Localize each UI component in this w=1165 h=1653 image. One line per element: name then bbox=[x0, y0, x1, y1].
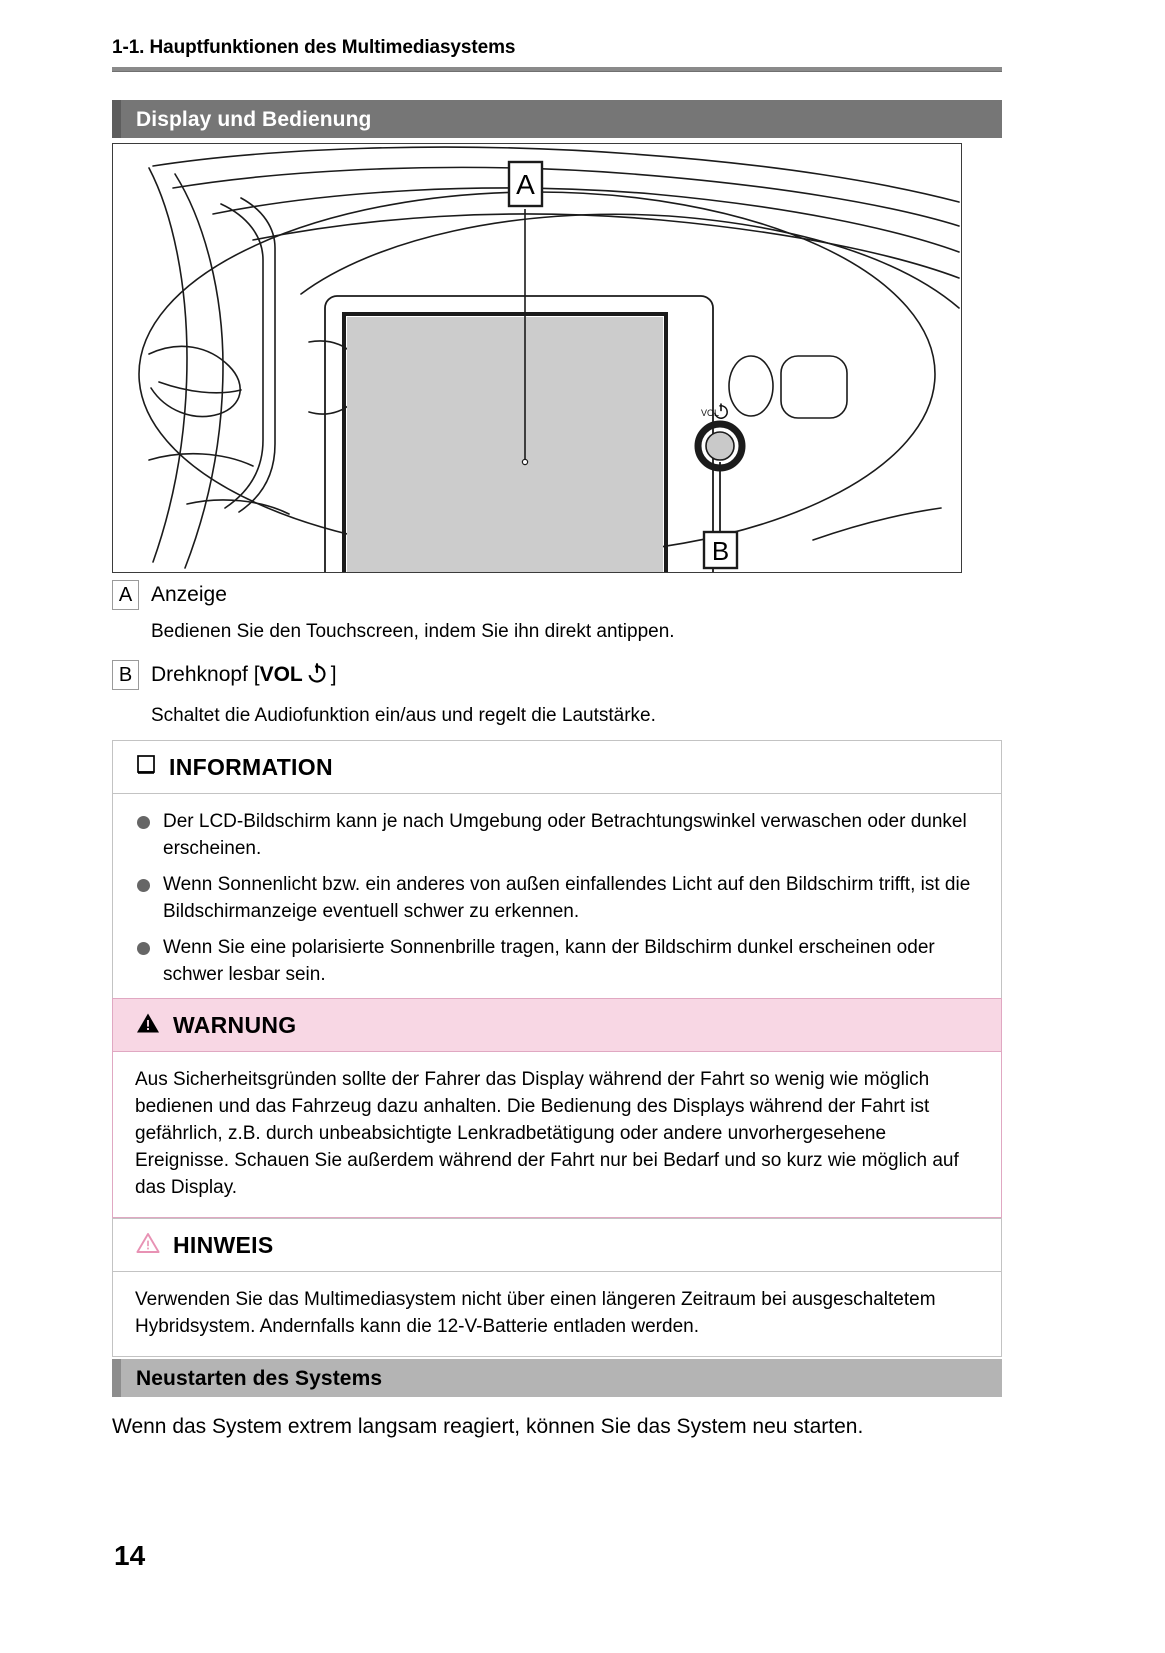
display-screen bbox=[347, 317, 663, 572]
list-item bbox=[135, 871, 981, 925]
caution-triangle-icon bbox=[135, 1231, 161, 1260]
running-head bbox=[112, 36, 1002, 72]
bullet-dot bbox=[137, 942, 150, 955]
svg-text:B: B bbox=[711, 536, 730, 566]
callout-b-key: B bbox=[112, 660, 139, 690]
section-header bbox=[112, 100, 1002, 138]
callout-b-title bbox=[151, 660, 337, 694]
list-item-text: Wenn Sie eine polarisierte Sonnenbrille tragen, kann der Bildschirm dunkel erscheinen oder schwer lesbar sein. bbox=[163, 937, 935, 985]
warning-box-title: WARNUNG bbox=[173, 1011, 297, 1038]
volume-knob bbox=[698, 424, 742, 468]
running-head-rule bbox=[112, 67, 1002, 72]
bullet-dot bbox=[137, 816, 150, 829]
information-box-header bbox=[113, 741, 1001, 794]
callout-a bbox=[112, 580, 1002, 645]
information-box-title: INFORMATION bbox=[169, 753, 333, 780]
notice-box-text: Verwenden Sie das Multimediasystem nicht über einen längeren Zeitraum bei ausgeschaltetem Hybridsystem. Andernfalls kann die 12-V-Batterie entladen werden. bbox=[135, 1289, 936, 1337]
warning-box-body bbox=[113, 1052, 1001, 1217]
sub-section-paragraph: Wenn das System extrem langsam reagiert, können Sie das System neu starten. bbox=[112, 1415, 864, 1438]
callout-b-title-bold: VOL bbox=[259, 663, 303, 686]
knob-vol-label: VOL bbox=[701, 408, 720, 418]
callout-a-title: Anzeige bbox=[151, 583, 227, 606]
information-bullet-list bbox=[135, 808, 981, 988]
notice-box-title: HINWEIS bbox=[173, 1231, 274, 1258]
callout-a-description: Bedienen Sie den Touchscreen, indem Sie ihn direkt antippen. bbox=[151, 621, 675, 642]
figure-callout-a bbox=[509, 162, 542, 206]
warning-box-header bbox=[113, 999, 1001, 1052]
notice-box-header bbox=[113, 1219, 1001, 1272]
information-box-body bbox=[113, 794, 1001, 1004]
dashboard-illustration bbox=[112, 143, 962, 573]
callout-b-title-suffix: ] bbox=[330, 663, 337, 686]
callout-a-key: A bbox=[112, 580, 139, 610]
warning-triangle-icon bbox=[135, 1011, 161, 1040]
running-head-text: 1-1. Hauptfunktionen des Multimediasystems bbox=[112, 37, 516, 58]
warning-box bbox=[112, 998, 1002, 1218]
notice-box bbox=[112, 1218, 1002, 1357]
book-icon bbox=[135, 753, 157, 782]
list-item-text: Der LCD-Bildschirm kann je nach Umgebung oder Betrachtungswinkel verwaschen oder dunkel erscheinen. bbox=[163, 811, 967, 859]
figure-callout-b bbox=[704, 532, 737, 568]
callout-b-description: Schaltet die Audiofunktion ein/aus und regelt die Lautstärke. bbox=[151, 705, 656, 726]
svg-text:A: A bbox=[516, 169, 535, 200]
page-number: 14 bbox=[114, 1540, 146, 1571]
power-icon bbox=[305, 661, 329, 694]
sub-section-header bbox=[112, 1359, 1002, 1397]
list-item bbox=[135, 808, 981, 862]
list-item bbox=[135, 934, 981, 988]
sub-section-header-label: Neustarten des Systems bbox=[136, 1367, 383, 1390]
callout-b-title-prefix: Drehknopf [ bbox=[151, 663, 260, 686]
notice-box-body bbox=[113, 1272, 1001, 1356]
callout-b bbox=[112, 660, 1002, 729]
section-header-accent-bar bbox=[112, 100, 121, 138]
section-header-label: Display und Bedienung bbox=[136, 108, 372, 131]
list-item-text: Wenn Sonnenlicht bzw. ein anderes von außen einfallendes Licht auf den Bildschirm trifft, ist die Bildschirmanzeige eventuell schwer zu erkennen. bbox=[163, 874, 971, 922]
sub-section-header-accent-bar bbox=[112, 1359, 121, 1397]
bullet-dot bbox=[137, 879, 150, 892]
warning-box-text: Aus Sicherheitsgründen sollte der Fahrer das Display während der Fahrt so wenig wie möglich bedienen und das Fahrzeug dazu anhalten. Die Bedienung des Displays während der Fahrt ist gefährlich, z.B. durch unbeabsichtigte Lenkradbetätigung oder andere unvorhergesehene Ereignisse. Schauen Sie außerdem während der Fahrt nur bei Bedarf und so kurz wie möglich auf das Display. bbox=[135, 1069, 959, 1198]
information-box bbox=[112, 740, 1002, 1005]
dashboard-illustration-svg bbox=[113, 144, 961, 572]
